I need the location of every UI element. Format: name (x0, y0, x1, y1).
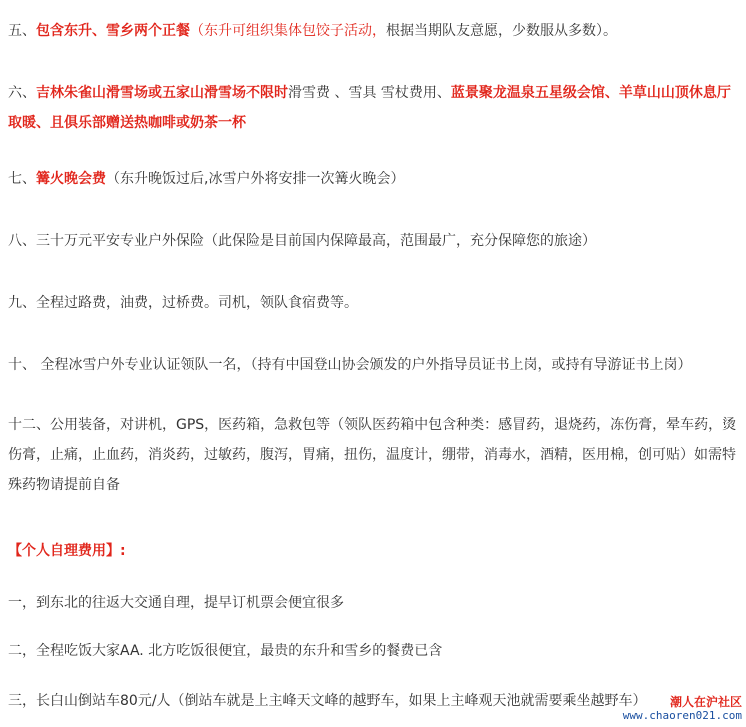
self-pay-item-1: 一，到东北的往返大交通自理，提早订机票会便宜很多 (8, 595, 344, 611)
section-heading: 【个人自理费用】: (8, 543, 126, 559)
item-6 (8, 78, 742, 138)
item-6-rest: 滑雪费 、雪具 雪杖费用、 (288, 85, 451, 101)
item-5-prefix: 五、 (8, 23, 36, 39)
item-5 (8, 16, 742, 46)
item-5-note: （东升可组织集体包饺子活动， (190, 23, 386, 39)
item-7-prefix: 七、 (8, 171, 36, 187)
item-8: 八、三十万元平安专业户外保险（此保险是目前国内保障最高，范围最广，充分保障您的旅途） (8, 233, 596, 249)
item-9: 九、全程过路费，油费，过桥费。司机，领队食宿费等。 (8, 295, 358, 311)
watermark-url: www.chaoren021.com (622, 709, 742, 722)
site-watermark (623, 695, 742, 723)
item-7 (8, 164, 742, 194)
item-7-rest: （东升晚饭过后,冰雪户外将安排一次篝火晚会） (106, 171, 405, 187)
watermark-name: 潮人在沪社区 (669, 695, 742, 709)
item-5-highlight: 包含东升、雪乡两个正餐 (36, 23, 190, 39)
self-pay-item-3: 三，长白山倒站车80元/人（倒站车就是上主峰天文峰的越野车，如果上主峰观天池就需要乘坐越野车） (8, 693, 647, 709)
item-12: 十二、公用装备，对讲机，GPS，医药箱，急救包等（领队医药箱中包含种类：感冒药，退烧药，冻伤膏，晕车药，烫伤膏，止痛，止血药，消炎药，过敏药，腹泻，胃痛，扭伤，温度计，绷带，消毒水，酒精，医用棉，创可贴）如需特殊药物请提前自备 (8, 417, 737, 493)
item-5-rest: 根据当期队友意愿，少数服从多数）。 (386, 23, 617, 39)
item-6-highlight-2: 蓝景聚龙温泉五星级会馆、羊草山山顶休息厅取暖、且俱乐部赠送热咖啡或奶茶一杯 (8, 85, 731, 131)
item-6-prefix: 六、 (8, 85, 36, 101)
item-10: 十、 全程冰雪户外专业认证领队一名，（持有中国登山协会颁发的户外指导员证书上岗，或持有导游证书上岗） (8, 357, 692, 373)
item-6-highlight-1: 吉林朱雀山滑雪场或五家山滑雪场不限时 (36, 85, 288, 101)
item-7-highlight: 篝火晚会费 (36, 171, 106, 187)
self-pay-item-2: 二，全程吃饭大家AA. 北方吃饭很便宜，最贵的东升和雪乡的餐费已含 (8, 643, 443, 659)
